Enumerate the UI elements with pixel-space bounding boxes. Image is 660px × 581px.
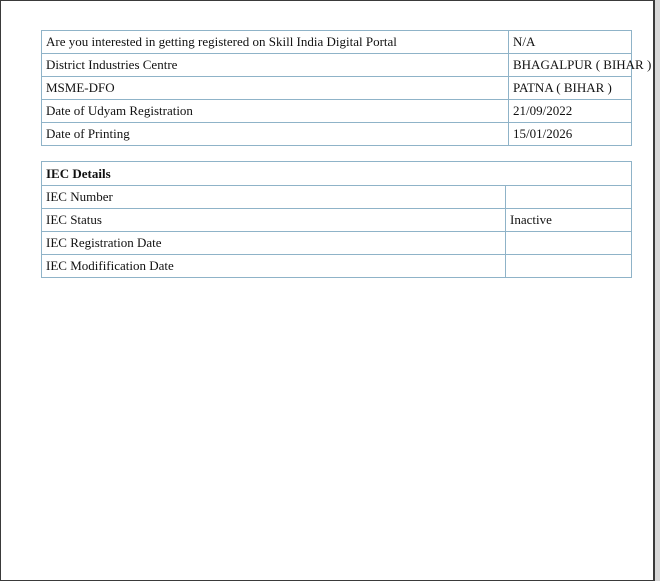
row-value: N/A xyxy=(509,31,632,54)
table-row xyxy=(42,255,632,278)
row-label: IEC Modifification Date xyxy=(42,255,506,278)
table-row xyxy=(42,123,632,146)
row-value: 15/01/2026 xyxy=(509,123,632,146)
general-details-table xyxy=(41,30,652,146)
row-label: IEC Status xyxy=(42,209,506,232)
row-label: Date of Udyam Registration xyxy=(42,100,509,123)
table-row xyxy=(42,100,632,123)
page-shadow xyxy=(655,0,660,581)
row-label: Are you interested in getting registered on Skill India Digital Portal xyxy=(42,31,509,54)
table-row xyxy=(42,31,632,54)
table-row xyxy=(42,232,632,255)
row-value: BHAGALPUR ( BIHAR ) xyxy=(509,54,632,77)
table-row xyxy=(42,186,632,209)
iec-details-table xyxy=(41,161,632,278)
row-label: MSME-DFO xyxy=(42,77,509,100)
section-header-row xyxy=(42,162,632,186)
row-value xyxy=(506,232,632,255)
row-value xyxy=(506,255,632,278)
row-value xyxy=(506,186,632,209)
row-label: IEC Registration Date xyxy=(42,232,506,255)
row-value: Inactive xyxy=(506,209,632,232)
row-value: PATNA ( BIHAR ) xyxy=(509,77,632,100)
row-label: IEC Number xyxy=(42,186,506,209)
row-label: Date of Printing xyxy=(42,123,509,146)
row-value: 21/09/2022 xyxy=(509,100,632,123)
table-row xyxy=(42,209,632,232)
iec-details-title: IEC Details xyxy=(42,162,632,186)
document-page xyxy=(0,0,652,275)
row-label: District Industries Centre xyxy=(42,54,509,77)
table-row xyxy=(42,77,632,100)
table-row xyxy=(42,54,632,77)
